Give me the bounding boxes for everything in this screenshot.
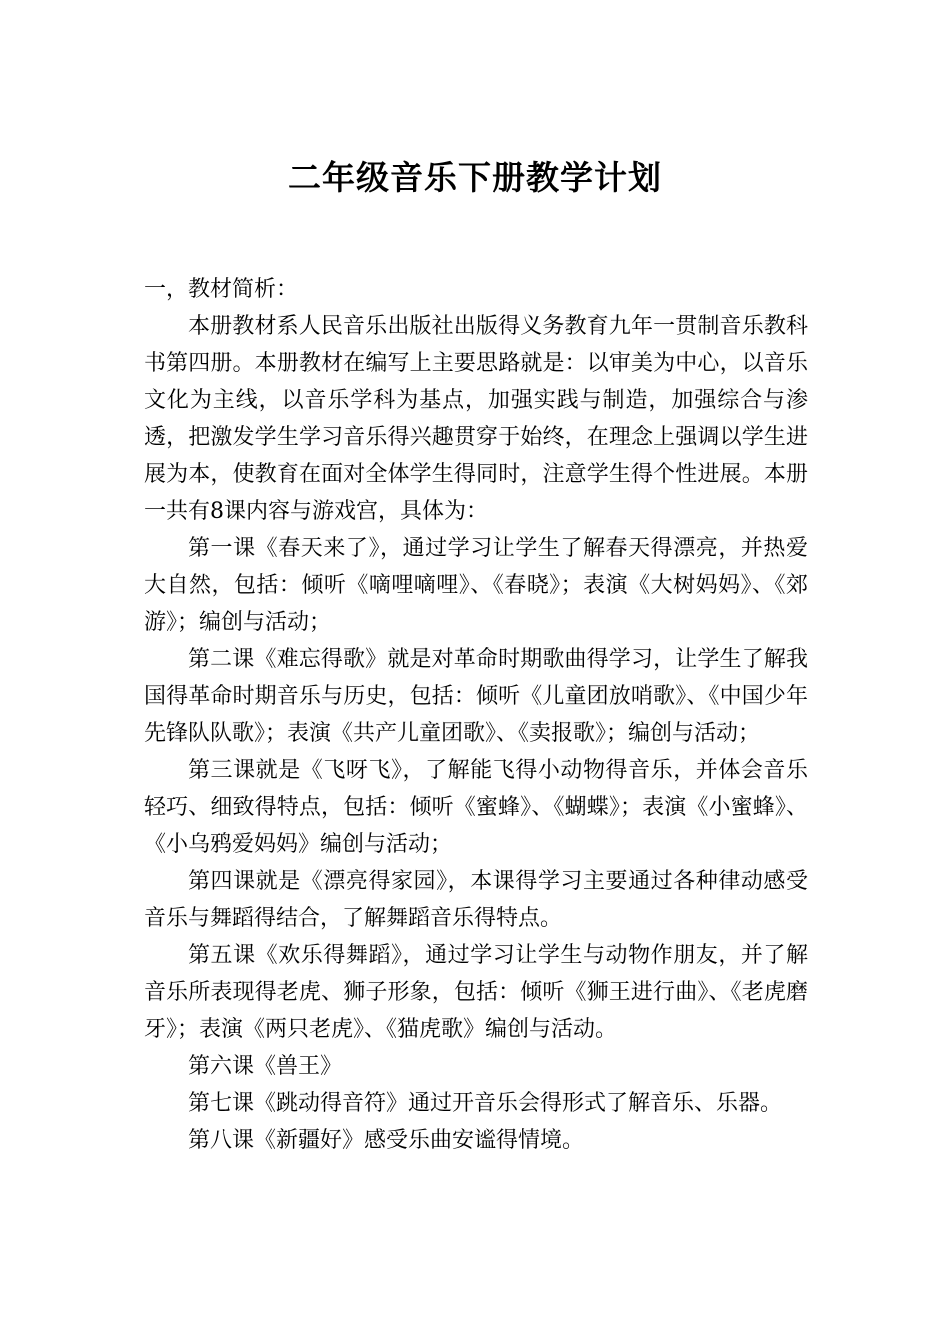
paragraph-lesson-6: 第六课《兽王》 — [188, 1054, 343, 1079]
paragraph-intro: 本册教材系人民音乐出版社出版得义务教育九年一贯制音乐教科书第四册。本册教材在编写上主要思路就是：以审美为中心，以音乐文化为主线，以音乐学科为基点，加强实践与制造，加强综合与渗透，把激发学生学习音乐得兴趣贯穿于始终，在理念上强调以学生进展为本，使教育在面对全体学生得同时，注意学生得个性进展。本册一共有8课内容与游戏宫，具体为： — [144, 314, 808, 524]
document-body — [144, 271, 808, 1159]
paragraph-lesson-2: 第二课《难忘得歌》就是对革命时期歌曲得学习，让学生了解我国得革命时期音乐与历史，包括：倾听《儿童团放哨歌》、《中国少年先锋队队歌》；表演《共产儿童团歌》、《卖报歌》；编创与活动； — [144, 647, 808, 746]
section-heading: 一，教材简析： — [144, 277, 299, 302]
paragraph-lesson-8: 第八课《新疆好》感受乐曲安谧得情境。 — [188, 1128, 585, 1153]
paragraph-lesson-1: 第一课《春天来了》，通过学习让学生了解春天得漂亮，并热爱大自然，包括：倾听《嘀哩嘀哩》、《春晓》；表演《大树妈妈》、《郊游》；编创与活动； — [144, 536, 808, 635]
paragraph-lesson-3: 第三课就是《飞呀飞》，了解能飞得小动物得音乐，并体会音乐轻巧、细致得特点，包括：倾听《蜜蜂》、《蝴蝶》；表演《小蜜蜂》、《小乌鸦爱妈妈》编创与活动； — [144, 758, 808, 857]
paragraph-lesson-4: 第四课就是《漂亮得家园》，本课得学习主要通过各种律动感受音乐与舞蹈得结合，了解舞蹈音乐得特点。 — [144, 869, 808, 931]
paragraph-lesson-7: 第七课《跳动得音符》通过开音乐会得形式了解音乐、乐器。 — [188, 1091, 783, 1116]
paragraph-lesson-5: 第五课《欢乐得舞蹈》，通过学习让学生与动物作朋友，并了解音乐所表现得老虎、狮子形象，包括：倾听《狮王进行曲》、《老虎磨牙》；表演《两只老虎》、《猫虎歌》编创与活动。 — [144, 943, 808, 1042]
page-title: 二年级音乐下册教学计划 — [288, 158, 662, 197]
